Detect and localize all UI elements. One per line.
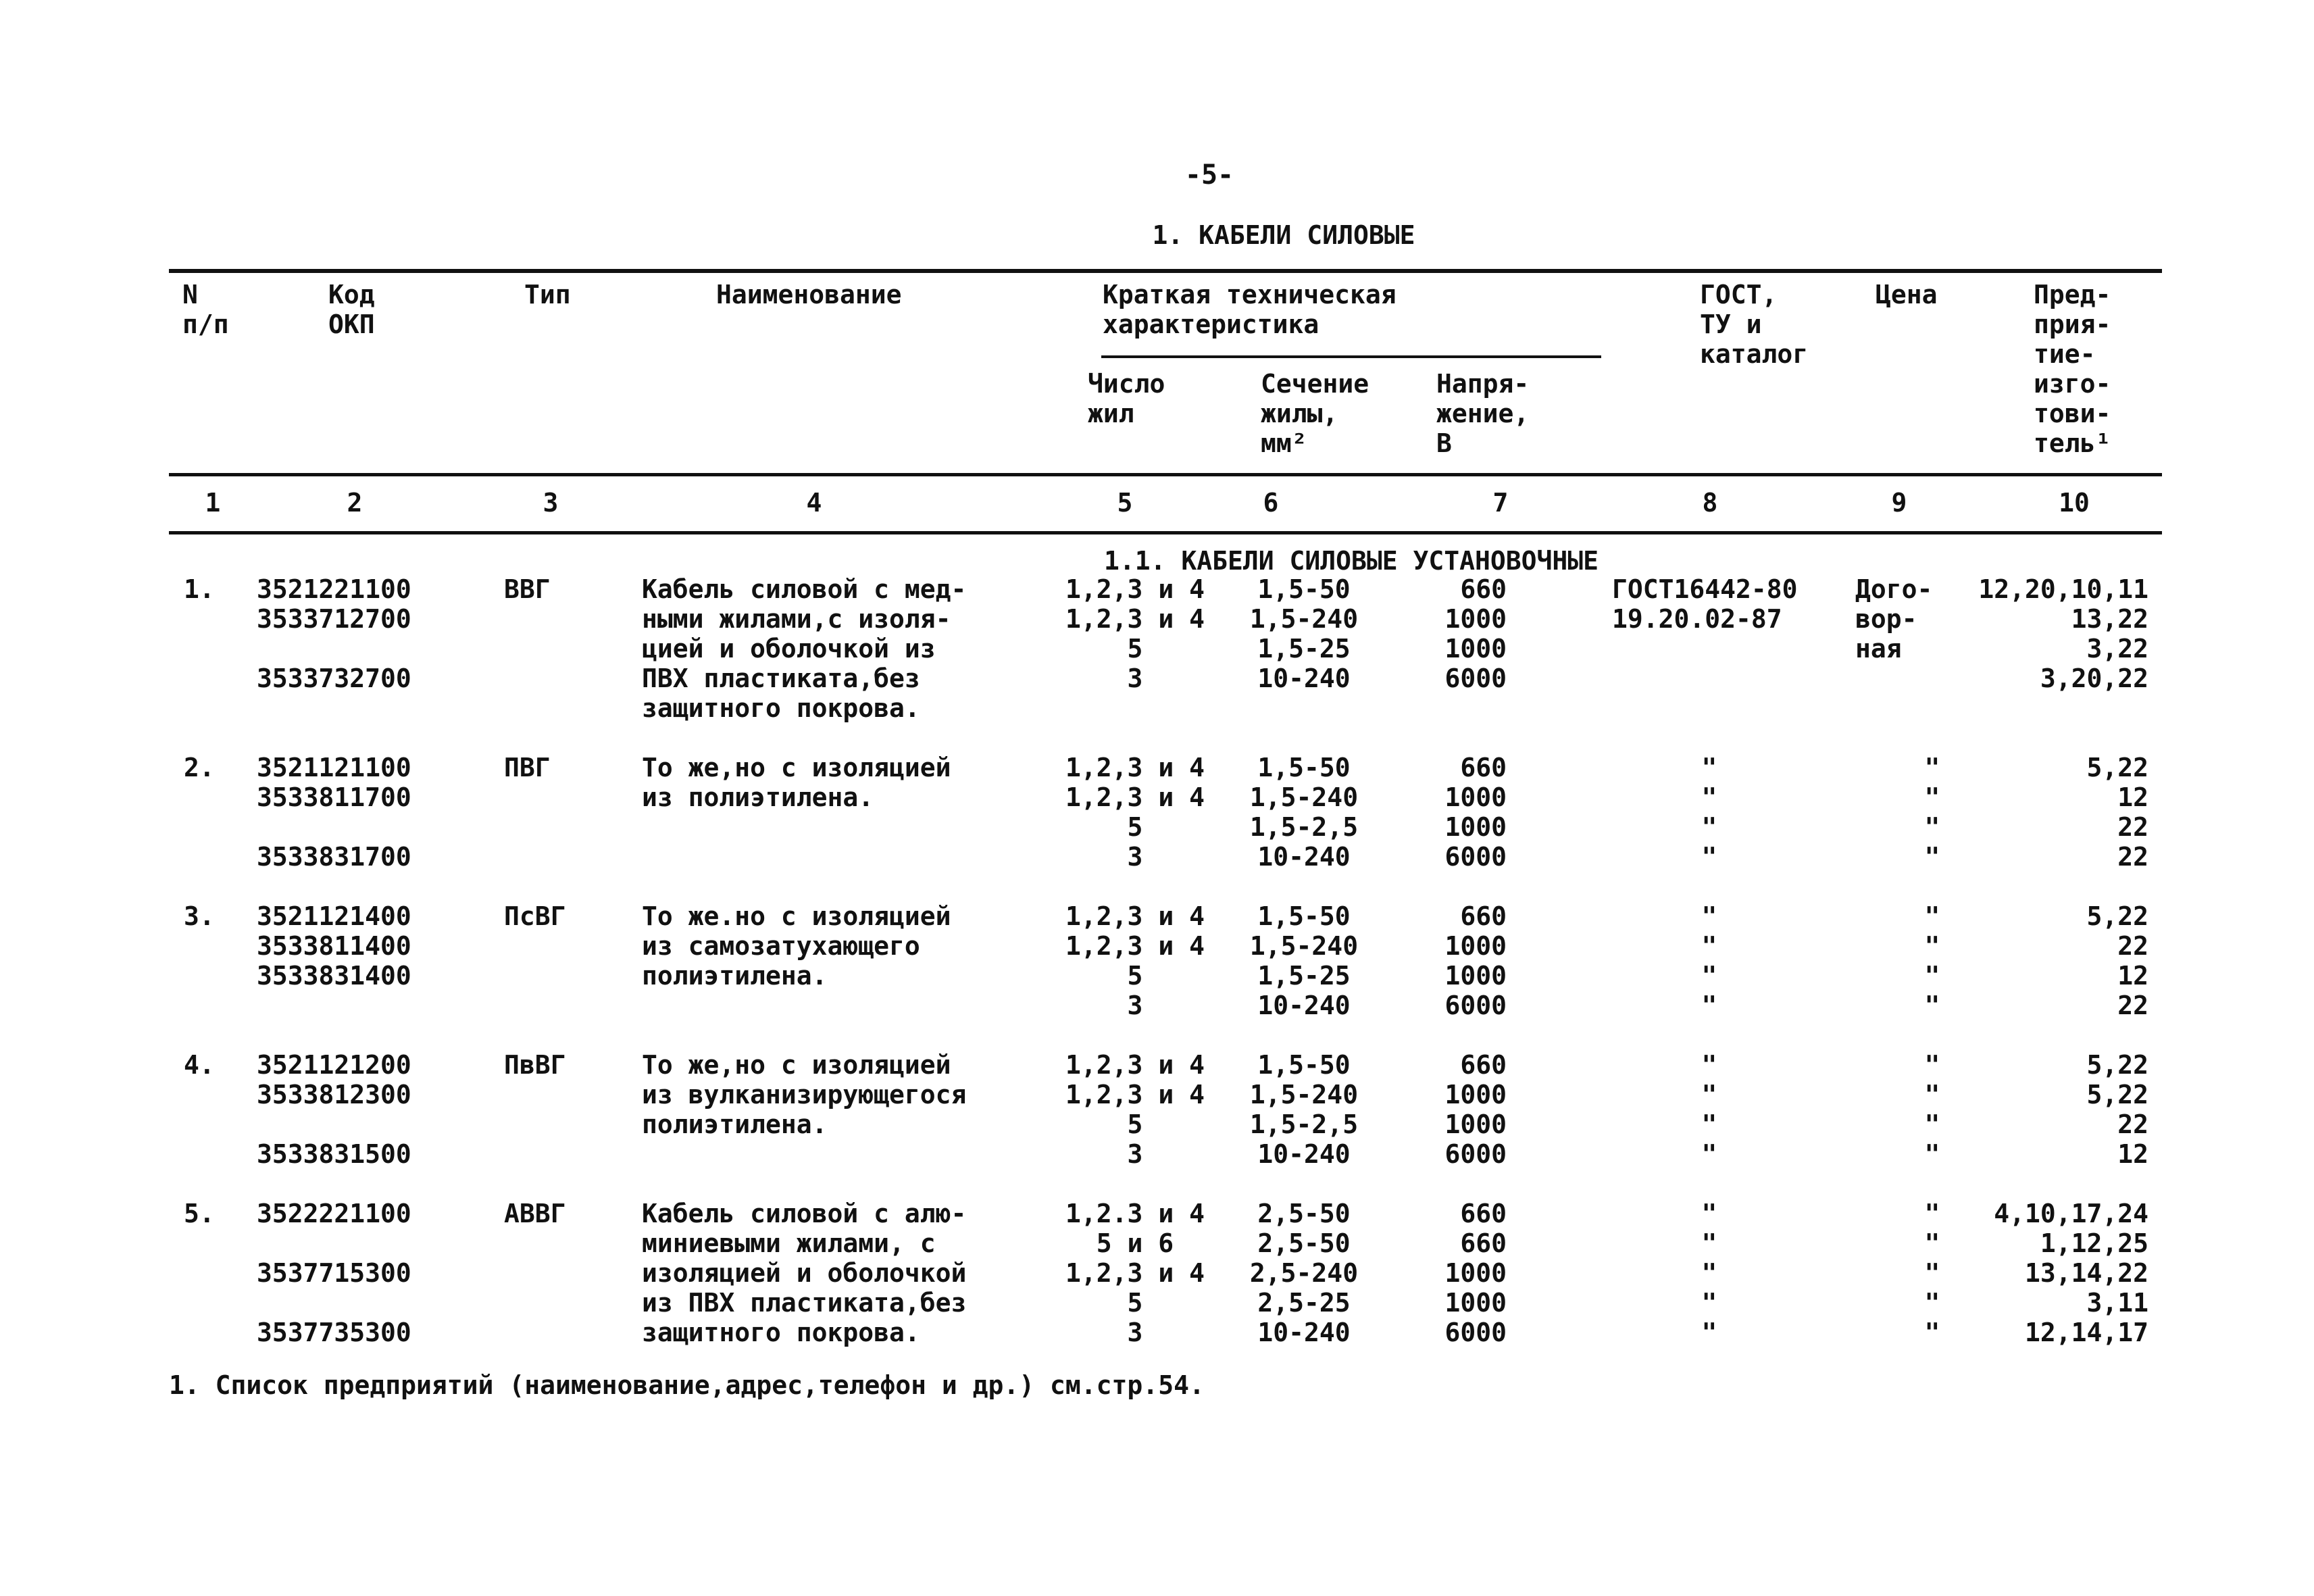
cable-type: АВВГ <box>504 1199 566 1228</box>
okp-codes: 3521221100 3533712700 3533732700 <box>257 574 411 693</box>
header-price: Цена <box>1876 280 1938 309</box>
voltage: 660 1000 1000 6000 <box>1444 1050 1507 1169</box>
header-name: Наименование <box>716 280 902 309</box>
maker-ids: 4,10,17,24 1,12,25 13,14,22 3,11 12,14,17 <box>1994 1199 2148 1347</box>
column-number: 6 <box>1263 488 1279 518</box>
voltage: 660 1000 1000 6000 <box>1444 901 1507 1020</box>
cable-name: То же,но с изоляцией из вулканизирующегося полиэтилена. <box>642 1050 967 1139</box>
cable-type: ПвВГ <box>504 1050 566 1080</box>
column-number: 3 <box>543 488 559 518</box>
core-count: 1,2,3 и 4 1,2,3 и 4 5 3 <box>1065 574 1205 693</box>
header-bottom-rule <box>169 473 2162 476</box>
maker-ids: 12,20,10,11 13,22 3,22 3,20,22 <box>1978 574 2148 693</box>
column-number: 10 <box>2059 488 2090 518</box>
page-number: -5- <box>1184 159 1234 191</box>
gost-reference: " " " " " <box>1701 1199 1717 1347</box>
header-maker: Пред- прия- тие- изго- тови- тель¹ <box>2034 280 2111 458</box>
row-number: 2. <box>184 753 215 782</box>
price: " " " " <box>1924 1050 1940 1169</box>
column-number: 8 <box>1702 488 1718 518</box>
price: " " " " <box>1924 753 1940 872</box>
price: " " " " <box>1924 901 1940 1020</box>
core-section: 2,5-50 2,5-50 2,5-240 2,5-25 10-240 <box>1249 1199 1359 1347</box>
header-tech: Краткая техническая характеристика <box>1103 280 1397 339</box>
maker-ids: 5,22 22 12 22 <box>2086 901 2148 1020</box>
maker-ids: 5,22 5,22 22 12 <box>2086 1050 2148 1169</box>
okp-codes: 3521121200 3533812300 3533831500 <box>257 1050 411 1169</box>
column-number: 4 <box>806 488 822 518</box>
core-count: 1,2.3 и 4 5 и 6 1,2,3 и 4 5 3 <box>1065 1199 1205 1347</box>
row-number: 3. <box>184 901 215 931</box>
core-section: 1,5-50 1,5-240 1,5-25 10-240 <box>1249 901 1359 1020</box>
core-count: 1,2,3 и 4 1,2,3 и 4 5 3 <box>1065 901 1205 1020</box>
row-number: 4. <box>184 1050 215 1080</box>
core-section: 1,5-50 1,5-240 1,5-2,5 10-240 <box>1249 753 1359 872</box>
gost-reference: " " " " <box>1701 901 1717 1020</box>
voltage: 660 1000 1000 6000 <box>1444 574 1507 693</box>
voltage: 660 660 1000 1000 6000 <box>1444 1199 1507 1347</box>
cable-type: ПВГ <box>504 753 551 782</box>
voltage: 660 1000 1000 6000 <box>1444 753 1507 872</box>
gost-reference: " " " " <box>1701 753 1717 872</box>
column-number: 2 <box>347 488 363 518</box>
core-count: 1,2,3 и 4 1,2,3 и 4 5 3 <box>1065 753 1205 872</box>
okp-codes: 3521121100 3533811700 3533831700 <box>257 753 411 872</box>
core-section: 1,5-50 1,5-240 1,5-25 10-240 <box>1249 574 1359 693</box>
okp-codes: 3522221100 3537715300 3537735300 <box>257 1199 411 1347</box>
okp-codes: 3521121400 3533811400 3533831400 <box>257 901 411 991</box>
maker-ids: 5,22 12 22 22 <box>2086 753 2148 872</box>
cable-name: Кабель силовой с мед- ными жилами,с изоля- цией и оболочкой из ПВХ пластиката,без защитного покрова. <box>642 574 967 723</box>
gost-reference: " " " " <box>1701 1050 1717 1169</box>
header-code: Код ОКП <box>328 280 375 339</box>
cable-type: ПсВГ <box>504 901 566 931</box>
table-top-rule <box>169 269 2162 273</box>
header-cores: Число жил <box>1088 369 1165 428</box>
core-count: 1,2,3 и 4 1,2,3 и 4 5 3 <box>1065 1050 1205 1169</box>
gost-reference: ГОСТ16442-80 19.20.02-87 <box>1612 574 1798 634</box>
header-section: Сечение жилы, мм² <box>1261 369 1369 458</box>
column-numbers-rule <box>169 531 2162 534</box>
column-number: 7 <box>1492 488 1509 518</box>
column-number: 9 <box>1891 488 1907 518</box>
tech-subheader-rule <box>1101 355 1601 358</box>
header-type: Тип <box>524 280 571 309</box>
row-number: 5. <box>184 1199 215 1228</box>
section-title: 1. КАБЕЛИ СИЛОВЫЕ <box>1152 220 1415 250</box>
column-number: 1 <box>205 488 221 518</box>
header-gost: ГОСТ, ТУ и каталог <box>1700 280 1809 369</box>
row-number: 1. <box>184 574 215 604</box>
subsection-title: 1.1. КАБЕЛИ СИЛОВЫЕ УСТАНОВОЧНЫЕ <box>1103 546 1599 576</box>
cable-name: То же.но с изоляцией из самозатухающего полиэтилена. <box>642 901 951 991</box>
cable-type: ВВГ <box>504 574 551 604</box>
header-voltage: Напря- жение, В <box>1436 369 1530 458</box>
core-section: 1,5-50 1,5-240 1,5-2,5 10-240 <box>1249 1050 1359 1169</box>
header-num: N п/п <box>182 280 229 339</box>
footnote: 1. Список предприятий (наименование,адрес,телефон и др.) см.стр.54. <box>169 1370 1205 1400</box>
cable-name: Кабель силовой с алю- миниевыми жилами, с изоляцией и оболочкой из ПВХ пластиката,без защитного покрова. <box>642 1199 967 1347</box>
price: Дого- вор- ная <box>1855 574 1933 664</box>
cable-name: То же,но с изоляцией из полиэтилена. <box>642 753 951 812</box>
column-number: 5 <box>1117 488 1133 518</box>
price: " " " " " <box>1924 1199 1940 1347</box>
